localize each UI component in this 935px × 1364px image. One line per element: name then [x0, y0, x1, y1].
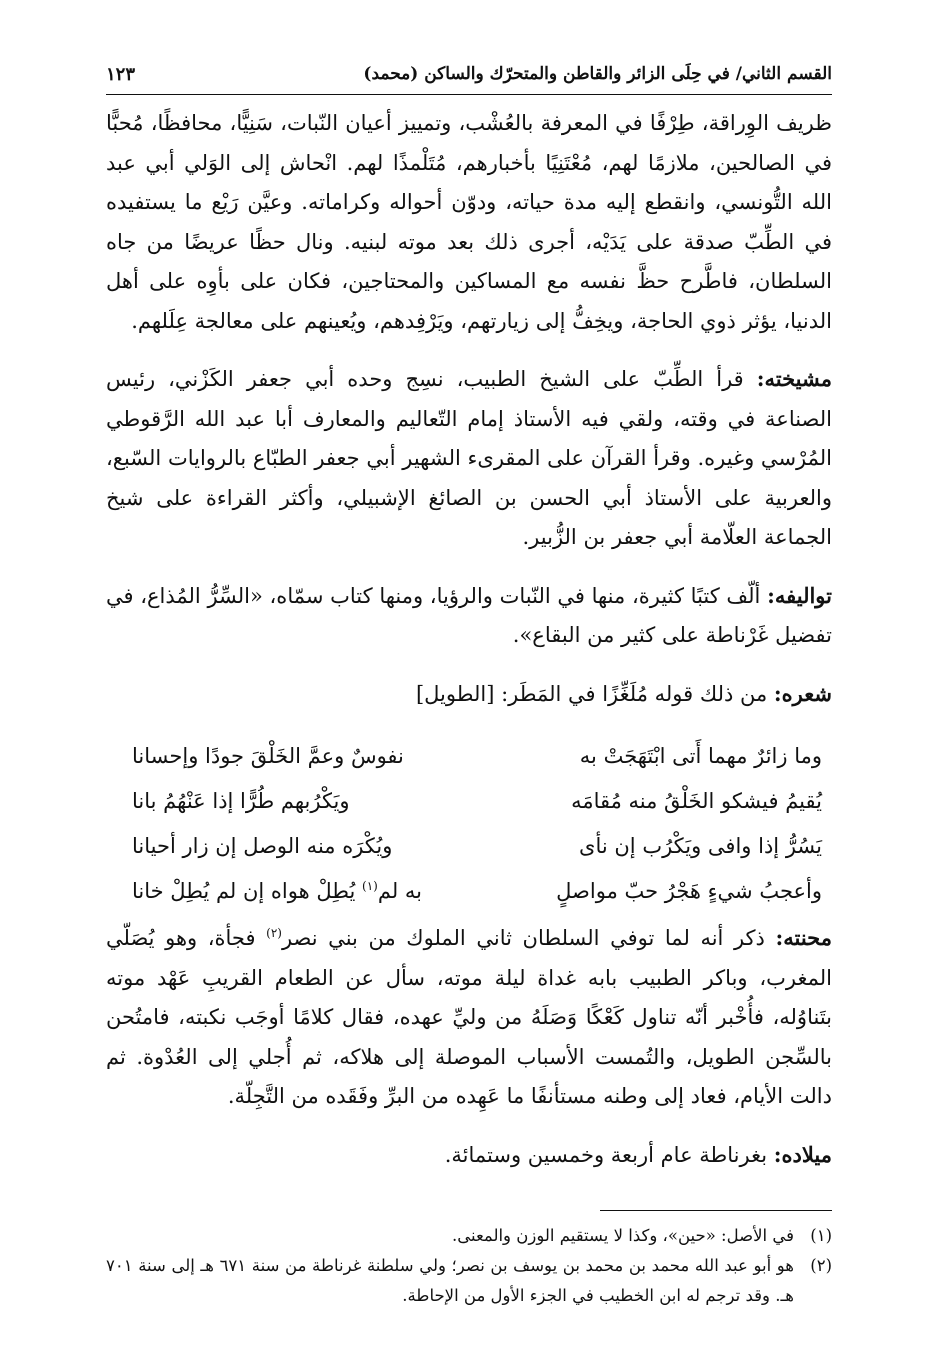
tawalif-term: تواليفه:: [767, 582, 832, 608]
footnote-ref-2: (٢): [266, 926, 282, 940]
verse-first-hemistich: وما زائرٌ مهما أَتى ابْتَهَجَتْ به: [579, 744, 822, 768]
verse-first-hemistich: يَسُرُّ إذا وافى ويَكْرُب إن نأى: [579, 834, 822, 858]
footnote-2: [106, 1251, 832, 1311]
milad-term: ميلاده:: [773, 1141, 832, 1167]
verse-first-hemistich: وأعجبُ شيءٍ هَجْرُ حبّ مواصلٍ: [556, 879, 822, 903]
page-number: ١٢٣: [106, 64, 136, 85]
footnote-divider: [600, 1210, 832, 1211]
footnote-text: في الأصل: «حين»، وكذا لا يستقيم الوزن والمعنى.: [451, 1226, 794, 1245]
page-header: [106, 50, 832, 95]
mashyakha-paragraph: [106, 359, 832, 558]
footnote-number: (٢): [810, 1256, 832, 1275]
footnote-number: (١): [810, 1226, 832, 1245]
poem-verse: [106, 734, 832, 779]
footnote-1: [106, 1221, 832, 1251]
footnotes: [106, 1221, 832, 1311]
verse-first-hemistich: يُقيمُ فيشكو الخَلْقُ منه مُقامَه: [571, 789, 822, 813]
mashyakha-text: قرأ الطِّبّ على الشيخ الطبيب، نسِج وحده أبي جعفر الكَزْني، رئيس الصناعة في وقته، ولقي فيه الأستاذ إمام التّعاليم والمعارف أبا عبد الله الرَّقوطي المُرْسي وغيره. وقرأ القرآن على المقرىء الشهير أبي جعفر الطبّاع بالروايات السّبع، والعربية على الأستاذ أبي الحسن بن الصائغ الإشبيلي، وأكثر القراءة على شيخ الجماعة العلّامة أبي جعفر بن الزُّبير.: [106, 367, 832, 549]
footnote-text: هو أبو عبد الله محمد بن محمد بن يوسف بن نصر؛ ولي سلطنة غرناطة من سنة ٦٧١ هـ إلى سنة ٧٠١ هـ. وقد ترجم له ابن الخطيب في الجزء الأول من الإحاطة.: [106, 1256, 794, 1305]
verse-second-text-after-note: يُطِلْ هواه إن لم يُطِلْ خانا: [132, 879, 363, 903]
shiruh-paragraph: [106, 674, 832, 715]
poem-verse: [106, 779, 832, 824]
tawalif-text: ألّف كتبًا كثيرة، منها في النّبات والرؤيا، ومنها كتاب سمّاه، «السِّرُّ المُذاع، في تفضيل غَرْناطة على كثير من البقاع».: [106, 583, 832, 647]
poem: [106, 734, 832, 914]
verse-second-hemistich: ويَكْرُبهم طُرًّا إذا عَنْهُمُ بانا: [132, 789, 350, 813]
main-text: [106, 104, 832, 1175]
running-title: القسم الثاني/ في حِلَى الزائر والقاطن والمتحرّك والساكن (محمد): [363, 64, 832, 84]
poem-verse: [106, 824, 832, 869]
intro-paragraph: ظريف الوِراقة، طِرْفًا في المعرفة بالعُشْب، وتمييز أعيان النّبات، سَنِيًّا، محافظًا، مُحبًّا في الصالحين، ملازمًا لهم، مُعْتَنِيًا بأخبارهم، مُتَلْمذًا لهم. انْحاش إلى الوَلي أبي عبد الله التُّونسي، وانقطع إليه مدة حياته، ودوّن أحواله وكراماته. وعيَّن رَيْع ما يستفيده في الطِّبّ صدقة على يَدَيْه، أجرى ذلك بعد موته لبنيه. ونال حظًا عريضًا من جاه السلطان، فاطَّرح حظَّ نفسه مع المساكين والمحتاجين، فكان على بأوِه على أهل الدنيا، يؤثر ذوي الحاجة، ويخِفُّ إلى زيارتهم، ويَرْفِدهم، ويُعينهم على معالجة عِلَلهم.: [106, 111, 832, 333]
mashyakha-term: مشيخته:: [756, 366, 832, 391]
poem-verse: [106, 869, 832, 914]
mihna-text-before-note: ذكر أنه لما توفي السلطان ثاني الملوك من بني نصر: [281, 926, 765, 950]
verse-second-text-before-note: به لم: [377, 879, 422, 903]
verse-second-hemistich: [106, 869, 422, 914]
shiruh-text: من ذلك قوله مُلَغِّزًا في المَطَر: [الطويل]: [415, 681, 768, 706]
milad-paragraph: [106, 1135, 832, 1176]
verse-second-hemistich: نفوسٌ وعمَّ الخَلْقَ جودًا وإحسانا: [132, 744, 404, 768]
shiruh-term: شعره:: [773, 680, 832, 706]
verse-second-hemistich: ويُكْرَه منه الوصل إن زار أحيانا: [132, 834, 393, 858]
milad-text: بغرناطة عام أربعة وخمسين وستمائة.: [444, 1142, 768, 1167]
mihna-text-after-note: فجأة، وهو يُصَلّي المغرب، وباكر الطبيب بابه غداة ليلة موته، سأل عن الطعام القريبِ عَهْد موته بتَناوُله، فأُخْبر أنّه تناول كَعْكًا وَصَلَهُ من وليِّ عهده، فقال كلامًا أوجَب نكبته، فامتُحن بالسِّجن الطويل، والتُمست الأسباب الموصلة إلى هلاكه، ثم أُجلي إلى العُدْوة. ثم دالت الأيام، فعاد إلى وطنه مستأنفًا ما عَهِده من البرِّ وفَقَده من التَّجِلّة.: [106, 926, 832, 1108]
footnote-ref-1: (١): [362, 879, 378, 893]
mihna-paragraph: [106, 918, 832, 1117]
mihna-term: محنته:: [775, 925, 832, 950]
tawalif-paragraph: [106, 576, 832, 656]
